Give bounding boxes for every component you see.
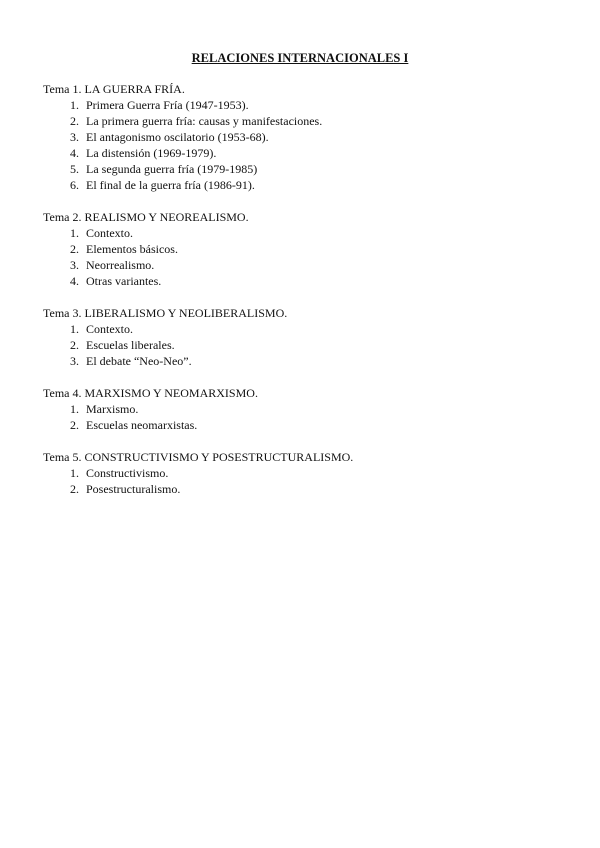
list-item <box>43 337 563 353</box>
list-item-text: Primera Guerra Fría (1947-1953). <box>86 98 249 112</box>
list-item-number: 1. <box>70 226 79 240</box>
list-item <box>43 273 563 289</box>
list-item-number: 1. <box>70 466 79 480</box>
list-item-number: 4. <box>70 146 79 160</box>
list-item-number: 3. <box>70 258 79 272</box>
list-item-number: 4. <box>70 274 79 288</box>
list-item-text: El final de la guerra fría (1986-91). <box>86 178 255 192</box>
list-item-number: 6. <box>70 178 79 192</box>
list-item-number: 5. <box>70 162 79 176</box>
list-item <box>43 417 563 433</box>
list-item <box>43 257 563 273</box>
list-item-text: La segunda guerra fría (1979-1985) <box>86 162 258 176</box>
list-item <box>43 401 563 417</box>
topic-item-list <box>43 321 563 369</box>
topic-list <box>43 81 563 513</box>
list-item-text: Contexto. <box>86 226 133 240</box>
list-item <box>43 145 563 161</box>
document-title: RELACIONES INTERNACIONALES I <box>191 51 409 65</box>
list-item <box>43 353 563 369</box>
topic-heading: Tema 5. CONSTRUCTIVISMO Y POSESTRUCTURALISMO. <box>43 450 354 464</box>
list-item-number: 3. <box>70 354 79 368</box>
list-item <box>43 321 563 337</box>
topic-section <box>43 81 563 193</box>
list-item <box>43 97 563 113</box>
list-item-number: 1. <box>70 402 79 416</box>
list-item <box>43 225 563 241</box>
topic-heading: Tema 1. LA GUERRA FRÍA. <box>43 82 185 96</box>
list-item-number: 2. <box>70 114 79 128</box>
topic-section <box>43 209 563 289</box>
list-item-text: Posestructuralismo. <box>86 482 181 496</box>
list-item <box>43 177 563 193</box>
list-item-text: Escuelas liberales. <box>86 338 175 352</box>
list-item-number: 2. <box>70 338 79 352</box>
topic-section <box>43 385 563 433</box>
topic-item-list <box>43 401 563 433</box>
topic-item-list <box>43 97 563 193</box>
topic-heading: Tema 2. REALISMO Y NEOREALISMO. <box>43 210 249 224</box>
list-item-text: Otras variantes. <box>86 274 162 288</box>
list-item-text: Marxismo. <box>86 402 139 416</box>
topic-heading: Tema 3. LIBERALISMO Y NEOLIBERALISMO. <box>43 306 288 320</box>
topic-heading: Tema 4. MARXISMO Y NEOMARXISMO. <box>43 386 258 400</box>
list-item-text: La primera guerra fría: causas y manifestaciones. <box>86 114 323 128</box>
list-item <box>43 113 563 129</box>
list-item-text: El debate “Neo-Neo”. <box>86 354 192 368</box>
list-item-text: Constructivismo. <box>86 466 169 480</box>
list-item <box>43 161 563 177</box>
list-item <box>43 241 563 257</box>
topic-section <box>43 305 563 369</box>
list-item <box>43 481 563 497</box>
list-item <box>43 129 563 145</box>
list-item-number: 2. <box>70 482 79 496</box>
list-item-text: El antagonismo oscilatorio (1953-68). <box>86 130 269 144</box>
topic-item-list <box>43 225 563 289</box>
list-item-number: 3. <box>70 130 79 144</box>
list-item-text: Elementos básicos. <box>86 242 178 256</box>
list-item-text: La distensión (1969-1979). <box>86 146 217 160</box>
list-item-number: 2. <box>70 242 79 256</box>
list-item-text: Contexto. <box>86 322 133 336</box>
topic-item-list <box>43 465 563 497</box>
list-item-number: 1. <box>70 98 79 112</box>
topic-section <box>43 449 563 497</box>
list-item-number: 2. <box>70 418 79 432</box>
list-item <box>43 465 563 481</box>
list-item-text: Neorrealismo. <box>86 258 155 272</box>
list-item-text: Escuelas neomarxistas. <box>86 418 198 432</box>
list-item-number: 1. <box>70 322 79 336</box>
